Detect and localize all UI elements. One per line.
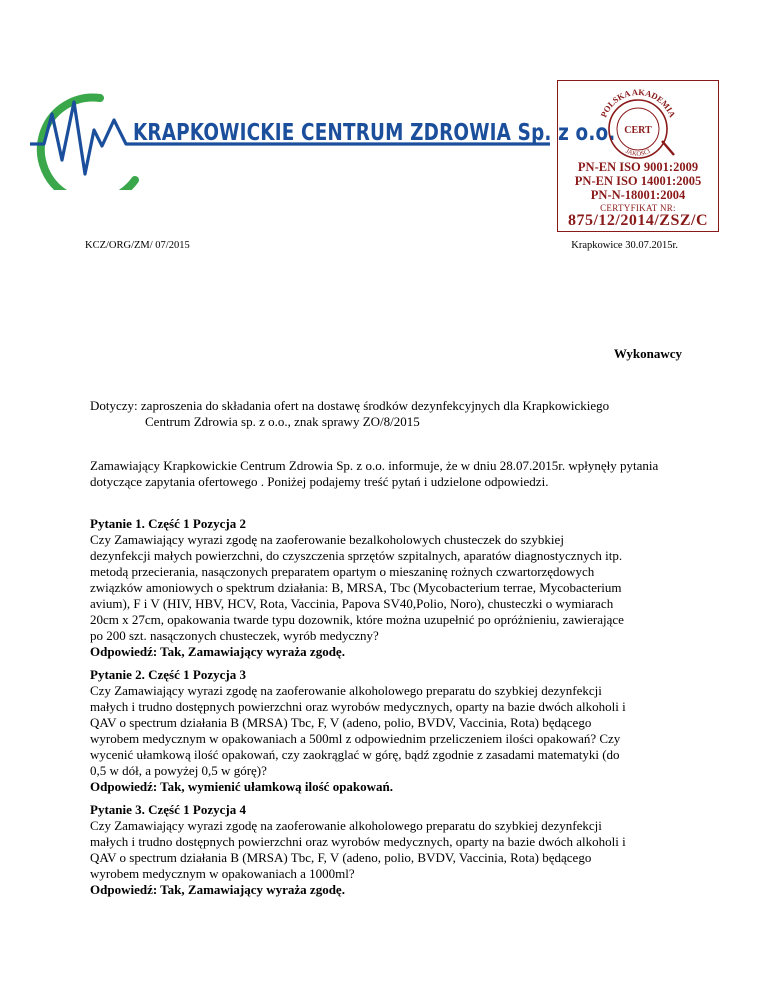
certificate-seal-icon bbox=[590, 85, 686, 163]
question-line: małych i trudno dostępnych powierzchni oraz wyrobów medycznych, oparty na bazie dwóch alkoholi i bbox=[90, 834, 626, 849]
place-and-date: Krapkowice 30.07.2015r. bbox=[571, 240, 678, 251]
cert-number-label: CERTYFIKAT NR: bbox=[600, 203, 676, 213]
cert-standard-1: PN-EN ISO 9001:2009 bbox=[577, 160, 699, 174]
question-line: wycenić ułamkową ilość opakowań, czy zaokrąglać w górę, bądź zgodnie z zasadami matematyki (do bbox=[90, 747, 620, 762]
certificate-stamp bbox=[557, 80, 719, 232]
question-block bbox=[90, 667, 690, 795]
question-line: po 200 szt. nasączonych chusteczek, wyrób medyczny? bbox=[90, 628, 379, 643]
question-line: wyrobem medycznym w opakowaniach a 500ml z odpowiednim przeliczeniem ilości opakowań? Czy bbox=[90, 731, 621, 746]
cert-number: 875/12/2014/ZSZ/C bbox=[567, 212, 709, 229]
answer: Odpowiedź: Tak, Zamawiający wyraża zgodę. bbox=[90, 644, 345, 659]
question-line: Czy Zamawiający wyrazi zgodę na zaoferowanie alkoholowego preparatu do szybkiej dezynfekcji bbox=[90, 818, 602, 833]
question-line: Czy Zamawiający wyrazi zgodę na zaoferowanie bezalkoholowych chusteczek do szybkiej bbox=[90, 532, 564, 547]
question-line: QAV o spectrum działania B (MRSA) Tbc, F, V (adeno, polio, BVDV, Vaccinia, Rota) będącego bbox=[90, 850, 592, 865]
cert-standard-3: PN-N-18001:2004 bbox=[590, 188, 686, 202]
svg-text:POLSKA AKADEMIA bbox=[598, 87, 678, 120]
logo-green-arc bbox=[41, 98, 135, 190]
question-line: avium), F i V (HIV, HBV, HCV, Rota, Vaccinia, Papova SV40,Polio, Noro), chusteczki o wymiarach bbox=[90, 596, 614, 611]
document-reference: KCZ/ORG/ZM/ 07/2015 bbox=[85, 240, 190, 251]
subject bbox=[90, 398, 690, 430]
question-line: dezynfekcji małych powierzchni, do czyszczenia sprzętów szpitalnych, aparatów diagnostycznych itp. bbox=[90, 548, 623, 563]
question-line: 0,5 w dół, a powyżej 0,5 w górę)? bbox=[90, 763, 267, 778]
answer: Odpowiedź: Tak, Zamawiający wyraża zgodę. bbox=[90, 882, 345, 897]
question-line: małych i trudno dostępnych powierzchni oraz wyrobów medycznych, oparty na bazie dwóch alkoholi i bbox=[90, 699, 626, 714]
seal-bottom-text: JAKOŚCI bbox=[624, 147, 652, 158]
seal-center-text: CERT bbox=[624, 125, 652, 136]
question-line: związków amoniowych o spektrum działania: B, MRSA, Tbc (Mycobacterium terrae, Mycobacterium bbox=[90, 580, 622, 595]
question-block bbox=[90, 802, 690, 898]
intro-paragraph: Zamawiający Krapkowickie Centrum Zdrowia Sp. z o.o. informuje, że w dniu 28.07.2015r. wpłynęły pytania dotyczące zapytania ofertowego . Poniżej podajemy treść pytań i udzielone odpowiedzi. bbox=[90, 458, 659, 489]
subject-line-2: Centrum Zdrowia sp. z o.o., znak sprawy ZO/8/2015 bbox=[145, 414, 420, 429]
recipient: Wykonawcy bbox=[613, 346, 682, 361]
answer: Odpowiedź: Tak, wymienić ułamkową ilość opakowań. bbox=[90, 779, 394, 794]
question-title: Pytanie 2. Część 1 Pozycja 3 bbox=[90, 667, 246, 682]
question-line: wyrobem medycznym w opakowaniach a 1000ml? bbox=[90, 866, 355, 881]
question-line: Czy Zamawiający wyrazi zgodę na zaoferowanie alkoholowego preparatu do szybkiej dezynfekcji bbox=[90, 683, 602, 698]
company-name: KRAPKOWICKIE CENTRUM ZDROWIA Sp. z o.o. bbox=[133, 120, 616, 146]
question-line: 20cm x 27cm, opakowania twarde typu dozownik, które można uzupełnić po opróżnieniu, zawierające bbox=[90, 612, 624, 627]
subject-line-1: Dotyczy: zaproszenia do składania ofert na dostawę środków dezynfekcyjnych dla Krapkowickiego bbox=[90, 398, 610, 413]
question-title: Pytanie 1. Część 1 Pozycja 2 bbox=[90, 516, 246, 531]
seal-top-text: POLSKA AKADEMIA bbox=[598, 86, 678, 119]
question-line: metodą przecierania, nasączonych preparatem opartym o mieszaninę rożnych czwartorzędowych bbox=[90, 564, 595, 579]
question-title: Pytanie 3. Część 1 Pozycja 4 bbox=[90, 802, 246, 817]
cert-standard-2: PN-EN ISO 14001:2005 bbox=[574, 174, 702, 188]
question-block bbox=[90, 516, 690, 660]
question-line: QAV o spectrum działania B (MRSA) Tbc, F, V (adeno, polio, BVDV, Vaccinia, Rota) będącego bbox=[90, 715, 592, 730]
